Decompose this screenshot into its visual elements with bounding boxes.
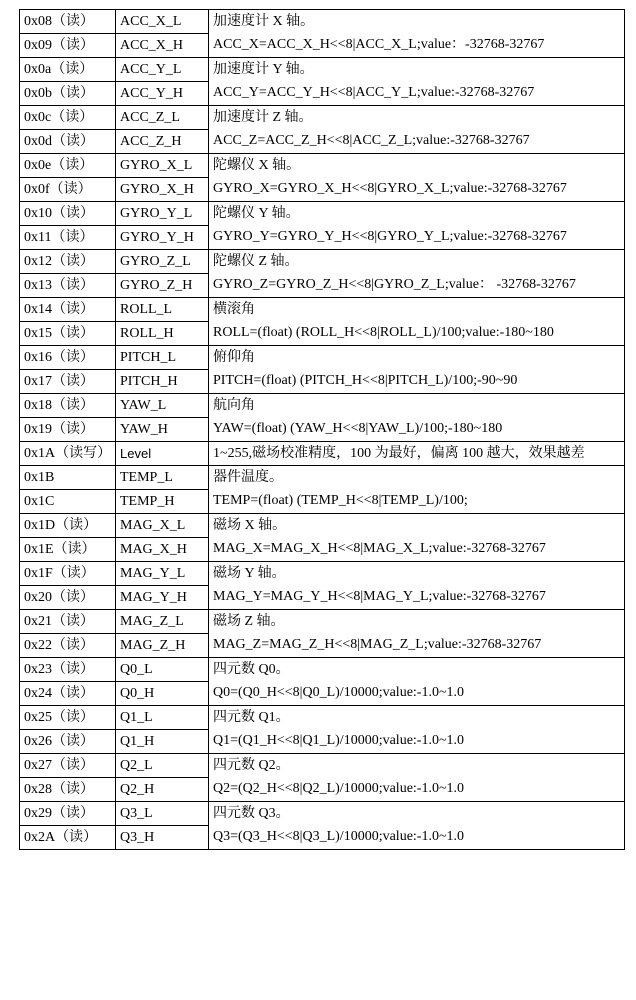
register-row — [20, 802, 625, 826]
register-address: 0x21（读） — [20, 610, 116, 634]
description-line: 横滚角 — [213, 302, 255, 317]
description-line: 四元数 Q2。 — [213, 758, 290, 773]
register-row — [20, 346, 625, 370]
description-line: 陀螺仪 Y 轴。 — [213, 206, 300, 221]
description-line: 磁场 Y 轴。 — [213, 566, 286, 581]
register-name: MAG_Z_H — [116, 634, 209, 658]
register-row — [20, 202, 625, 226]
register-name: ACC_Z_L — [116, 106, 209, 130]
register-address: 0x0e（读） — [20, 154, 116, 178]
register-description — [209, 346, 625, 394]
description-line: MAG_X=MAG_X_H<<8|MAG_X_L;value:-32768-32767 — [213, 541, 546, 556]
register-address: 0x1C — [20, 490, 116, 514]
register-name: MAG_X_L — [116, 514, 209, 538]
register-name: MAG_Y_L — [116, 562, 209, 586]
description-line: 四元数 Q3。 — [213, 806, 290, 821]
register-name: ACC_Y_L — [116, 58, 209, 82]
register-row — [20, 442, 625, 466]
description-line: 俯仰角 — [213, 350, 255, 365]
register-address: 0x1F（读） — [20, 562, 116, 586]
register-address: 0x1D（读） — [20, 514, 116, 538]
register-address: 0x18（读） — [20, 394, 116, 418]
register-address: 0x12（读） — [20, 250, 116, 274]
register-name: YAW_L — [116, 394, 209, 418]
register-row — [20, 58, 625, 82]
register-name: PITCH_L — [116, 346, 209, 370]
register-address: 0x13（读） — [20, 274, 116, 298]
description-line: 磁场 X 轴。 — [213, 518, 287, 533]
register-row — [20, 466, 625, 490]
register-name: YAW_H — [116, 418, 209, 442]
register-address: 0x1E（读） — [20, 538, 116, 562]
register-name: ACC_X_H — [116, 34, 209, 58]
register-description — [209, 514, 625, 562]
register-table — [19, 9, 625, 850]
register-row — [20, 562, 625, 586]
register-row — [20, 514, 625, 538]
register-name: Q0_H — [116, 682, 209, 706]
register-table-body — [20, 10, 625, 850]
description-line: ACC_Z=ACC_Z_H<<8|ACC_Z_L;value:-32768-32767 — [213, 133, 530, 148]
register-name: GYRO_Z_H — [116, 274, 209, 298]
description-line: MAG_Y=MAG_Y_H<<8|MAG_Y_L;value:-32768-32767 — [213, 589, 546, 604]
register-name: Q3_L — [116, 802, 209, 826]
register-name: Q2_H — [116, 778, 209, 802]
register-description — [209, 802, 625, 850]
register-description — [209, 10, 625, 58]
register-description — [209, 154, 625, 202]
register-name: GYRO_X_H — [116, 178, 209, 202]
register-name: GYRO_Y_L — [116, 202, 209, 226]
description-line: PITCH=(float) (PITCH_H<<8|PITCH_L)/100;-90~90 — [213, 373, 518, 388]
register-address: 0x27（读） — [20, 754, 116, 778]
description-line: TEMP=(float) (TEMP_H<<8|TEMP_L)/100; — [213, 493, 468, 508]
description-line: ROLL=(float) (ROLL_H<<8|ROLL_L)/100;value:-180~180 — [213, 325, 554, 340]
description-line: 器件温度。 — [213, 470, 283, 485]
description-line: MAG_Z=MAG_Z_H<<8|MAG_Z_L;value:-32768-32767 — [213, 637, 542, 652]
register-row — [20, 106, 625, 130]
register-address: 0x15（读） — [20, 322, 116, 346]
register-address: 0x24（读） — [20, 682, 116, 706]
description-line: GYRO_Z=GYRO_Z_H<<8|GYRO_Z_L;value： -32768-32767 — [213, 277, 576, 292]
description-line: Q0=(Q0_H<<8|Q0_L)/10000;value:-1.0~1.0 — [213, 685, 465, 700]
register-address: 0x25（读） — [20, 706, 116, 730]
register-address: 0x2A（读） — [20, 826, 116, 850]
description-line: 加速度计 Z 轴。 — [213, 110, 313, 125]
register-name: ACC_Y_H — [116, 82, 209, 106]
description-line: 加速度计 Y 轴。 — [213, 62, 314, 77]
register-row — [20, 10, 625, 34]
description-line: 陀螺仪 Z 轴。 — [213, 254, 299, 269]
register-address: 0x0f（读） — [20, 178, 116, 202]
register-name: TEMP_L — [116, 466, 209, 490]
register-address: 0x20（读） — [20, 586, 116, 610]
description-line: Q2=(Q2_H<<8|Q2_L)/10000;value:-1.0~1.0 — [213, 781, 465, 796]
register-address: 0x14（读） — [20, 298, 116, 322]
description-line: Q3=(Q3_H<<8|Q3_L)/10000;value:-1.0~1.0 — [213, 829, 465, 844]
register-name: ACC_Z_H — [116, 130, 209, 154]
register-name: Q3_H — [116, 826, 209, 850]
register-name: MAG_Z_L — [116, 610, 209, 634]
register-name: MAG_X_H — [116, 538, 209, 562]
register-description — [209, 442, 625, 466]
register-name: PITCH_H — [116, 370, 209, 394]
register-address: 0x08（读） — [20, 10, 116, 34]
description-line: ACC_X=ACC_X_H<<8|ACC_X_L;value：-32768-32767 — [213, 37, 545, 52]
register-row — [20, 250, 625, 274]
register-address: 0x26（读） — [20, 730, 116, 754]
register-row — [20, 706, 625, 730]
register-row — [20, 754, 625, 778]
register-name: Q1_H — [116, 730, 209, 754]
register-description — [209, 58, 625, 106]
description-line: 四元数 Q0。 — [213, 662, 290, 677]
register-description — [209, 754, 625, 802]
description-line: 航向角 — [213, 398, 255, 413]
register-name: Q0_L — [116, 658, 209, 682]
register-description — [209, 562, 625, 610]
register-name: Q1_L — [116, 706, 209, 730]
register-address: 0x09（读） — [20, 34, 116, 58]
register-address: 0x0b（读） — [20, 82, 116, 106]
register-description — [209, 298, 625, 346]
register-name: ACC_X_L — [116, 10, 209, 34]
description-line: ACC_Y=ACC_Y_H<<8|ACC_Y_L;value:-32768-32767 — [213, 85, 535, 100]
register-name: GYRO_X_L — [116, 154, 209, 178]
register-row — [20, 658, 625, 682]
register-table-container — [19, 9, 625, 850]
register-name: Q2_L — [116, 754, 209, 778]
register-address: 0x0d（读） — [20, 130, 116, 154]
register-address: 0x28（读） — [20, 778, 116, 802]
register-row — [20, 394, 625, 418]
register-description — [209, 106, 625, 154]
description-line: 陀螺仪 X 轴。 — [213, 158, 301, 173]
register-address: 0x0a（读） — [20, 58, 116, 82]
register-name: Level — [116, 442, 209, 466]
register-address: 0x23（读） — [20, 658, 116, 682]
register-description — [209, 202, 625, 250]
register-address: 0x10（读） — [20, 202, 116, 226]
register-address: 0x11（读） — [20, 226, 116, 250]
register-address: 0x16（读） — [20, 346, 116, 370]
description-line: 加速度计 X 轴。 — [213, 14, 315, 29]
register-description — [209, 394, 625, 442]
register-description — [209, 250, 625, 298]
register-name: ROLL_L — [116, 298, 209, 322]
register-name: ROLL_H — [116, 322, 209, 346]
description-line: 四元数 Q1。 — [213, 710, 290, 725]
register-name: MAG_Y_H — [116, 586, 209, 610]
register-address: 0x19（读） — [20, 418, 116, 442]
register-address: 0x0c（读） — [20, 106, 116, 130]
register-description — [209, 466, 625, 514]
description-line: 磁场 Z 轴。 — [213, 614, 285, 629]
register-description — [209, 658, 625, 706]
register-name: GYRO_Y_H — [116, 226, 209, 250]
description-line: GYRO_Y=GYRO_Y_H<<8|GYRO_Y_L;value:-32768-32767 — [213, 229, 567, 244]
description-line: 1~255,磁场校准精度，100 为最好，偏离 100 越大，效果越差 — [213, 446, 585, 461]
register-row — [20, 298, 625, 322]
register-description — [209, 706, 625, 754]
register-name: GYRO_Z_L — [116, 250, 209, 274]
description-line: YAW=(float) (YAW_H<<8|YAW_L)/100;-180~180 — [213, 421, 503, 436]
description-line: Q1=(Q1_H<<8|Q1_L)/10000;value:-1.0~1.0 — [213, 733, 465, 748]
description-line: GYRO_X=GYRO_X_H<<8|GYRO_X_L;value:-32768-32767 — [213, 181, 567, 196]
register-description — [209, 610, 625, 658]
register-name: TEMP_H — [116, 490, 209, 514]
register-row — [20, 154, 625, 178]
register-address: 0x22（读） — [20, 634, 116, 658]
register-address: 0x17（读） — [20, 370, 116, 394]
register-address: 0x29（读） — [20, 802, 116, 826]
register-row — [20, 610, 625, 634]
register-address: 0x1A（读写） — [20, 442, 116, 466]
register-address: 0x1B — [20, 466, 116, 490]
